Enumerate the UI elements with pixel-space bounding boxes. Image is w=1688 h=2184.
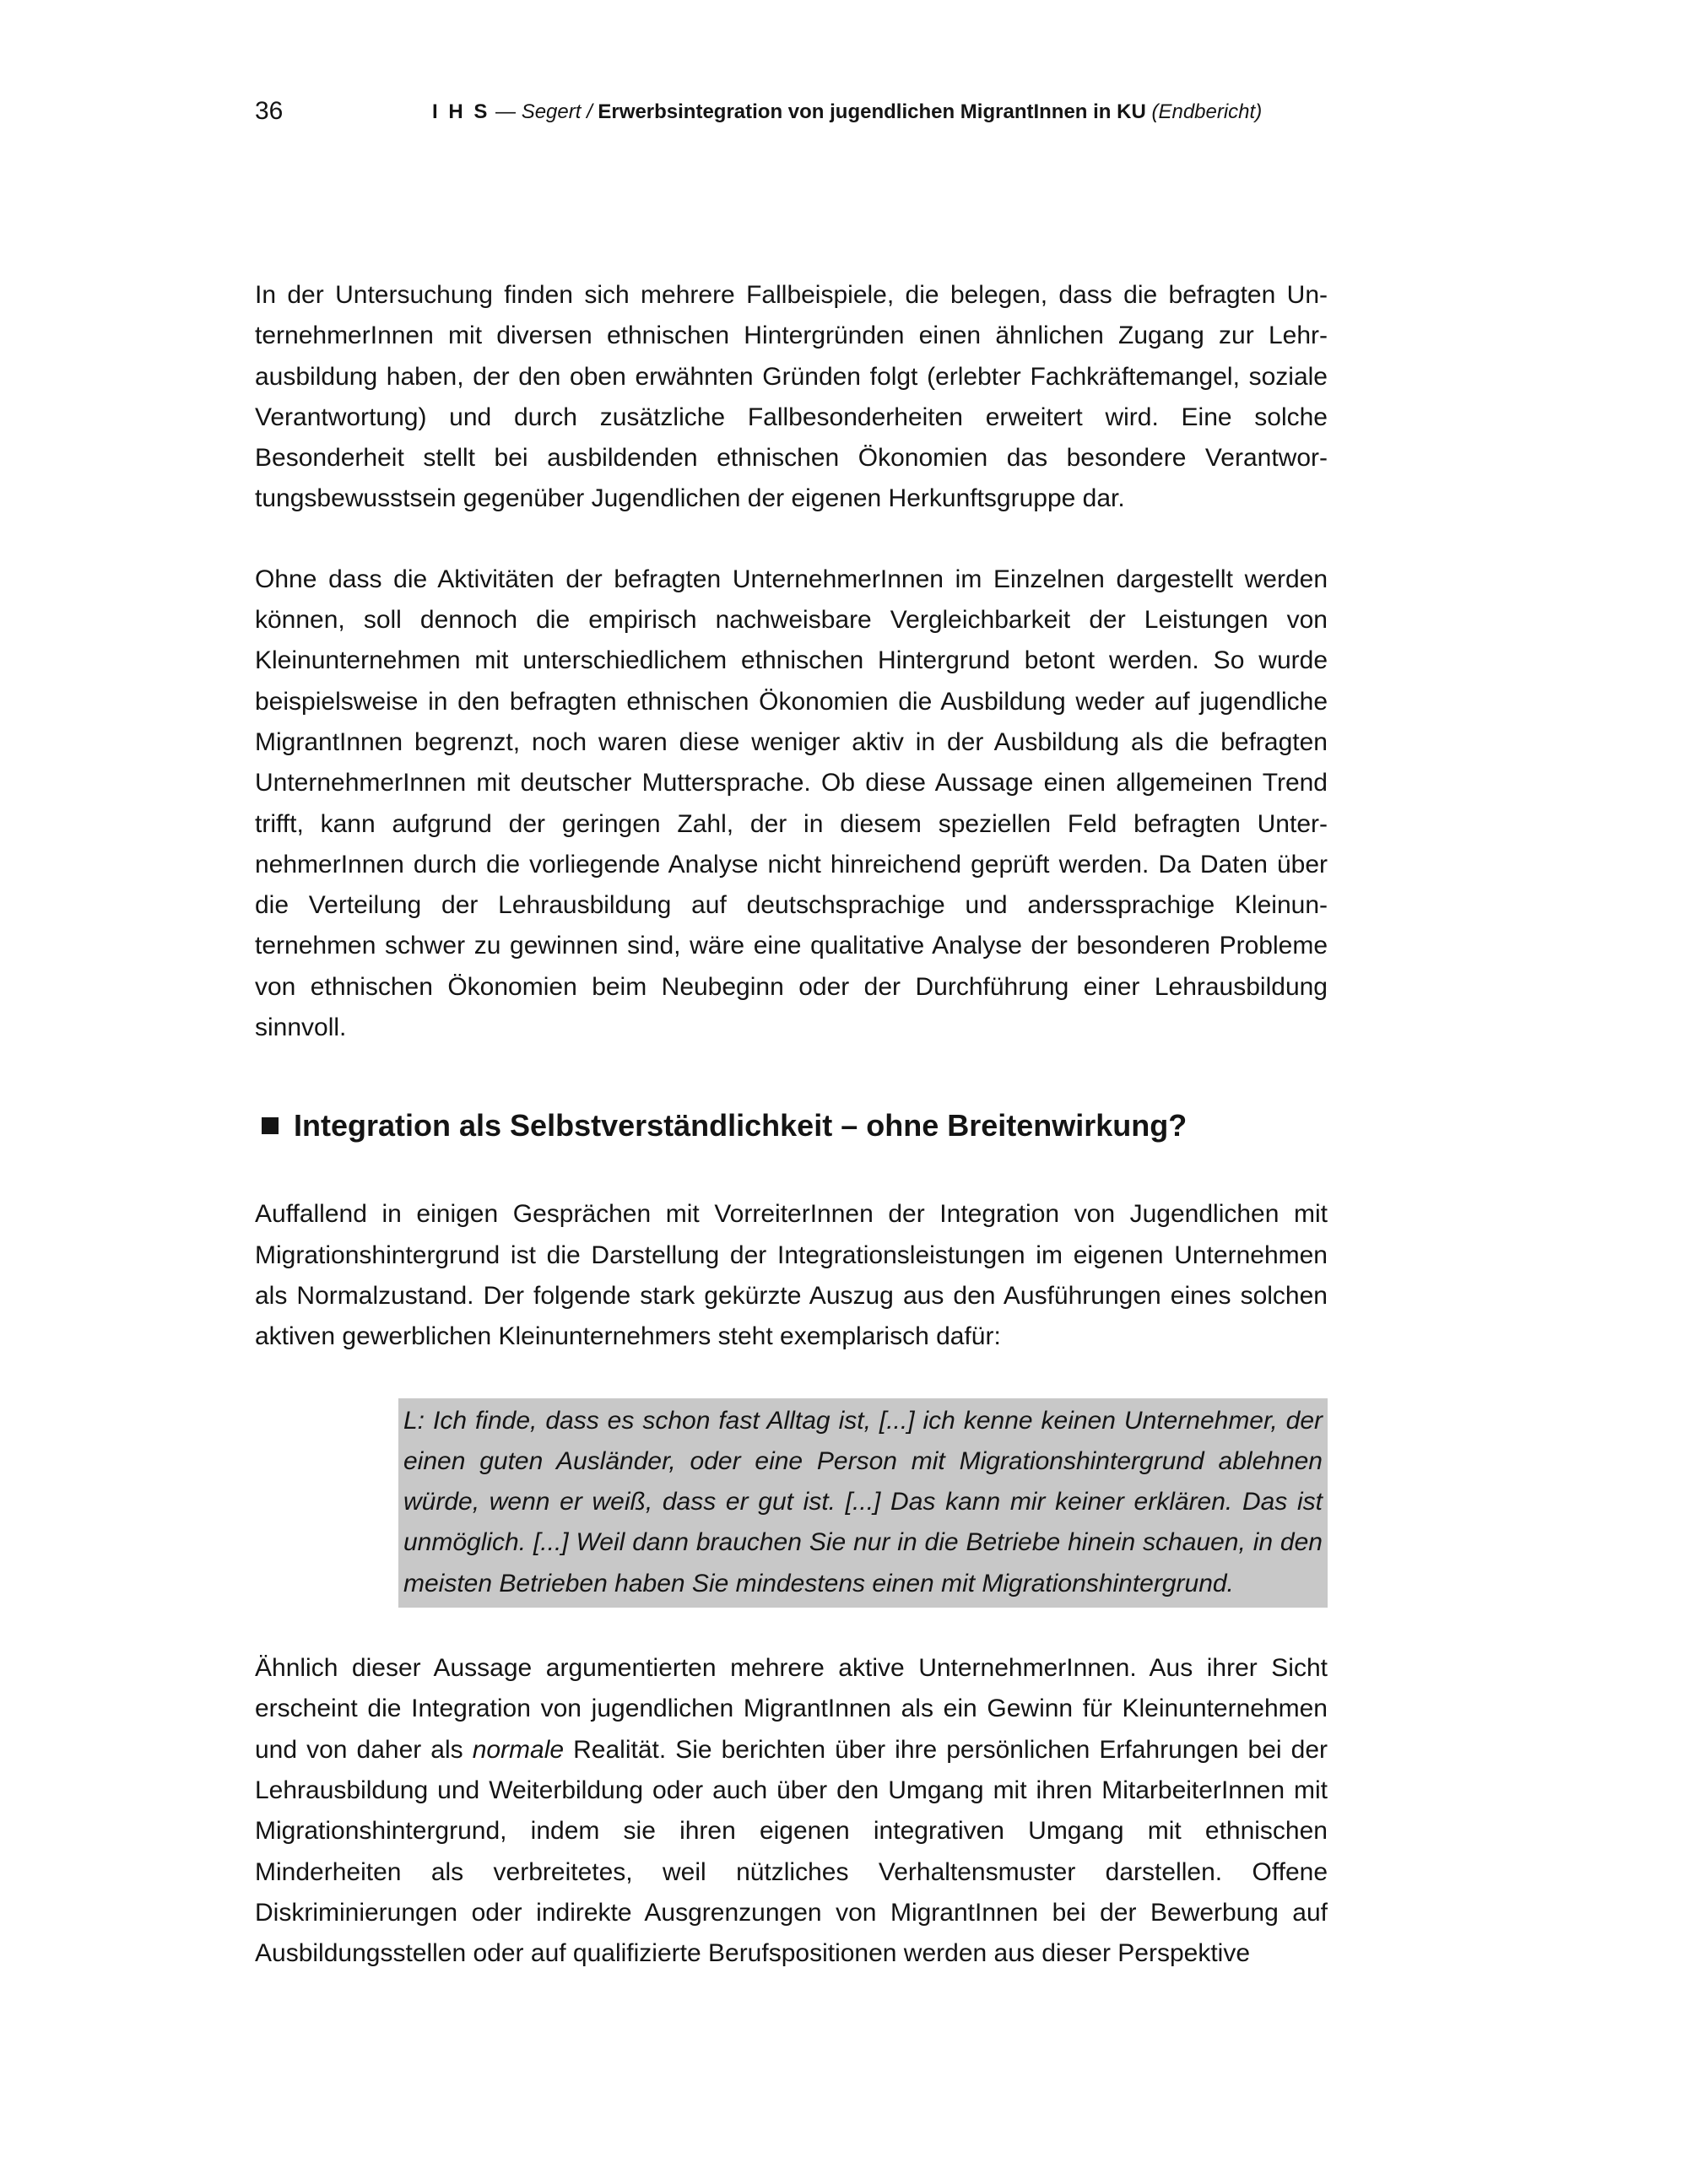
paragraph-4-text-end: Realität. Sie berichten über ihre persönlichen Erfahrungen bei der Lehrausbildung und Weiterbildung oder auch über den Umgang mit ihren MitarbeiterInnen mit Migrationshintergrund, indem sie ihren eigenen integrativen Umgang mit ethnischen Minderheiten als verbreitetes, weil nützliches Verhaltensmuster darstellen. Offene Diskriminierungen oder indirekte Ausgrenzungen von MigrantInnen bei der Bewerbung auf Ausbildungsstellen oder auf qualifizierte Berufspositionen werden aus dieser Perspektive [255,1735,1328,1968]
section-heading [255,1106,1328,1146]
paragraph-4-emphasis: normale [472,1735,565,1764]
header-note: (Endbericht) [1151,100,1263,123]
page-number: 36 [255,97,284,125]
header-separator: — [490,100,522,123]
header-slash: / [581,100,598,123]
header-institution: I H S [432,100,490,123]
paragraph-4 [255,1648,1328,1974]
paragraph-1: In der Untersuchung finden sich mehrere Fallbeispiele, die belegen, dass die befragten UnternehmerInnen mit diversen ethnischen Hintergründen einen ähnlichen Zugang zur Lehrausbildung haben, der den oben erwähnten Gründen folgt (erlebter Fachkräftemangel, soziale Verantwortung) und durch zusätzliche Fallbesonderheiten erweitert wird. Eine solche Besonderheit stellt bei ausbildenden ethnischen Ökonomien das besondere Verantwortungsbewusstsein gegenüber Jugendlichen der eigenen Herkunftsgruppe dar. [255,281,1328,513]
section-heading-text: Integration als Selbstverständlichkeit – ohne Breitenwirkung? [294,1108,1188,1143]
running-header [432,98,1262,127]
quote-text: L: Ich finde, dass es schon fast Alltag ist, [...] ich kenne keinen Unternehmer, der einen guten Ausländer, oder eine Person mit Migrationshintergrund ablehnen würde, wenn er weiß, dass er gut ist. [...] Das kann mir keiner erklären. Das ist unmöglich. [...] Weil dann brauchen Sie nur in die Betriebe hinein schauen, in den meisten Betrieben haben Sie mindestens einen mit Migrationshintergrund. [403,1406,1323,1597]
header-author: Segert [521,100,582,123]
paragraph-2: Ohne dass die Aktivitäten der befragten UnternehmerInnen im Einzelnen dargestellt werden können, soll dennoch die empirisch nachweisbare Vergleichbarkeit der Leistungen von Kleinunternehmen mit unterschiedlichem ethnischen Hintergrund betont werden. So wurde beispielsweise in den befragten ethnischen Ökonomien die Ausbildung weder auf jugendliche MigrantInnen begrenzt, noch waren diese weniger aktiv in der Ausbildung als die befragten UnternehmerInnen mit deutscher Muttersprache. Ob diese Aussage einen allgemeinen Trend trifft, kann aufgrund der geringen Zahl, der in diesem speziellen Feld befragten UnternehmerInnen durch die vorliegende Analyse nicht hinreichend geprüft werden. Da Daten über die Verteilung der Lehrausbildung auf deutschsprachige und anderssprachige Kleinunternehmen schwer zu gewinnen sind, wäre eine qualitative Analyse der besonderen Probleme von ethnischen Ökonomien beim Neubeginn oder der Durchführung einer Lehrausbildung sinnvoll. [255,565,1328,1042]
square-bullet-icon [262,1117,279,1134]
body-content [255,275,1328,1974]
header-title: Erwerbsintegration von jugendlichen MigrantInnen in KU [598,100,1146,123]
paragraph-4-text-start: Ähnlich dieser Aussage argumentierten mehrere aktive UnternehmerInnen. Aus ihrer Sicht erscheint die Integration von jugendlichen MigrantInnen als ein Gewinn für Kleinunternehmen und von daher als [255,1654,1328,1764]
paragraph-3: Auffallend in einigen Gesprächen mit VorreiterInnen der Integration von Jugendlichen mit Migrationshintergrund ist die Darstellung der Integrationsleistungen im eigenen Unternehmen als Normalzustand. Der folgende stark gekürzte Auszug aus den Ausführungen eines solchen aktiven gewerblichen Kleinunternehmers steht exemplarisch dafür: [255,1200,1328,1351]
interview-quote [398,1398,1328,1608]
